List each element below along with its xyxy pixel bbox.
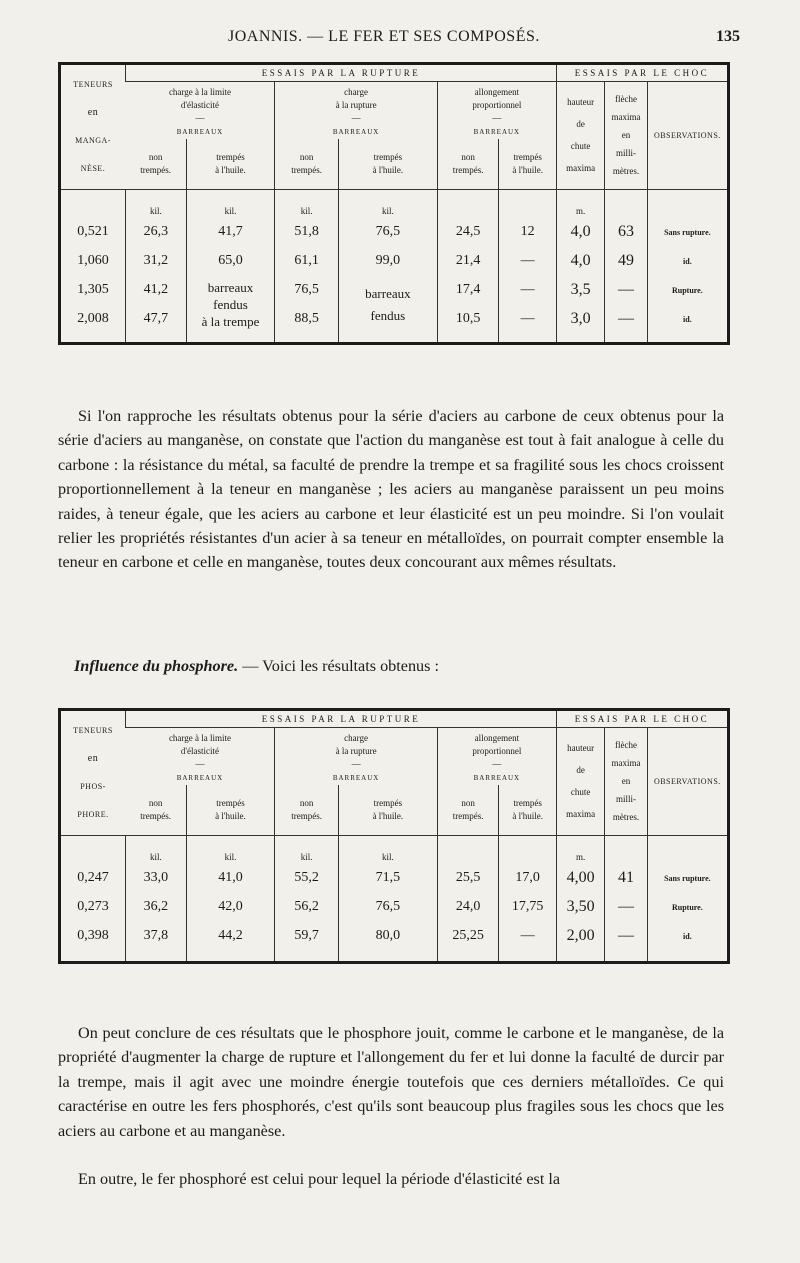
cell: 41 [605, 864, 647, 893]
cell-observation: Sans rupture. [647, 218, 727, 247]
cell: 33,0 [126, 864, 187, 893]
running-title: JOANNIS. — LE FER ET SES COMPOSÉS. [228, 28, 540, 45]
manganese-table [58, 62, 730, 345]
cell: 4,00 [556, 864, 604, 893]
cell-observation: Rupture. [647, 276, 727, 305]
sub-non-trempes: non trempés. [126, 785, 187, 835]
allongement-header: allongement proportionnel — BARREAUX [437, 728, 556, 786]
cell-observation: id. [647, 247, 727, 276]
hauteur-header: hauteur de chute maxima [556, 82, 604, 190]
cell-teneur: 2,008 [77, 311, 109, 326]
cell: 24,5 [437, 218, 499, 247]
cell: 36,2 [126, 893, 187, 922]
sub-non-trempes: non trempés. [437, 139, 499, 189]
page-number: 135 [716, 28, 740, 45]
unit-label: m. [556, 835, 604, 864]
cell: 12 [499, 218, 557, 247]
unit-label: kil. [338, 835, 437, 864]
rupture-group-header: ESSAIS PAR LA RUPTURE [126, 711, 557, 728]
page-header [60, 28, 740, 52]
cell: — [605, 276, 647, 305]
cell: 55,2 [275, 864, 339, 893]
table-row [61, 247, 727, 276]
cell: 3,0 [556, 305, 604, 334]
teneur-header: TENEURS en PHOS- PHORE. [73, 725, 113, 819]
table-row [61, 276, 727, 305]
unit-label: kil. [126, 835, 187, 864]
charge-limite-header: charge à la limite d'élasticité — BARREAUX [168, 87, 231, 136]
cell: 59,7 [275, 922, 339, 951]
cell: 24,0 [437, 893, 499, 922]
unit-label: kil. [126, 189, 187, 218]
unit-label: kil. [338, 189, 437, 218]
cell: 42,0 [186, 893, 275, 922]
cell: 10,5 [437, 305, 499, 334]
cell: — [605, 305, 647, 334]
cell: 41,0 [186, 864, 275, 893]
cell: 44,2 [186, 922, 275, 951]
sub-trempes-huile: trempés à l'huile. [338, 139, 437, 189]
phosphore-table [58, 708, 730, 964]
sub-non-trempes: non trempés. [275, 139, 339, 189]
cell: 65,0 [186, 247, 275, 276]
cell: 63 [605, 218, 647, 247]
charge-rupture-header: charge à la rupture — BARREAUX [275, 82, 437, 140]
section-heading-phosphore: Influence du phosphore. — Voici les résultats obtenus : [74, 657, 439, 675]
cell: 56,2 [275, 893, 339, 922]
cell-observation: id. [647, 922, 727, 951]
paragraph-continuation: En outre, le fer phosphoré est celui pour lequel la période d'élasticité est la [78, 1170, 561, 1188]
unit-label: kil. [186, 189, 275, 218]
cell: 25,5 [437, 864, 499, 893]
cell: — [605, 893, 647, 922]
sub-non-trempes: non trempés. [437, 785, 499, 835]
cell: 61,1 [275, 247, 339, 276]
cell: 17,4 [437, 276, 499, 305]
table-row [61, 218, 727, 247]
hauteur-header: hauteur de chute maxima [556, 728, 604, 836]
unit-label: kil. [186, 835, 275, 864]
cell: 37,8 [126, 922, 187, 951]
cell: 31,2 [126, 247, 187, 276]
observations-header: OBSERVATIONS. [647, 728, 727, 836]
sub-trempes-huile: trempés à l'huile. [499, 139, 557, 189]
cell: 17,75 [499, 893, 557, 922]
cell: 25,25 [437, 922, 499, 951]
cell: 76,5 [338, 893, 437, 922]
cell: 26,3 [126, 218, 187, 247]
sub-trempes-huile: trempés à l'huile. [186, 785, 275, 835]
table-row [61, 864, 727, 893]
unit-label: m. [556, 189, 604, 218]
cell: 4,0 [556, 247, 604, 276]
cell: 21,4 [437, 247, 499, 276]
cell: 4,0 [556, 218, 604, 247]
cell: — [499, 922, 557, 951]
cell: 76,5 [275, 276, 339, 305]
charge-rupture-header: charge à la rupture — BARREAUX [275, 728, 437, 786]
cell: — [605, 922, 647, 951]
cell-teneur: 0,273 [77, 899, 109, 914]
cell: 88,5 [275, 305, 339, 334]
merged-barreaux-fendus-trempe: barreaux fendus à la trempe [186, 276, 275, 334]
cell: 41,7 [186, 218, 275, 247]
cell: 41,2 [126, 276, 187, 305]
sub-trempes-huile: trempés à l'huile. [338, 785, 437, 835]
sub-trempes-huile: trempés à l'huile. [186, 139, 275, 189]
unit-label: kil. [275, 835, 339, 864]
rupture-group-header: ESSAIS PAR LA RUPTURE [126, 65, 557, 82]
cell: 3,5 [556, 276, 604, 305]
cell: — [499, 305, 557, 334]
unit-label: kil. [275, 189, 339, 218]
cell-teneur: 0,247 [77, 870, 109, 885]
cell-observation: Rupture. [647, 893, 727, 922]
cell-teneur: 1,305 [77, 282, 109, 297]
cell: 3,50 [556, 893, 604, 922]
cell: 49 [605, 247, 647, 276]
observations-header: OBSERVATIONS. [647, 82, 727, 190]
cell: 51,8 [275, 218, 339, 247]
cell: 99,0 [338, 247, 437, 276]
choc-group-header: ESSAIS PAR LE CHOC [556, 711, 727, 728]
fleche-header: flèche maxima en milli- mètres. [605, 82, 647, 190]
cell: 76,5 [338, 218, 437, 247]
sub-trempes-huile: trempés à l'huile. [499, 785, 557, 835]
charge-limite-header: charge à la limite d'élasticité — BARREAUX [168, 733, 231, 782]
cell: 71,5 [338, 864, 437, 893]
cell: 17,0 [499, 864, 557, 893]
choc-group-header: ESSAIS PAR LE CHOC [556, 65, 727, 82]
cell-observation: Sans rupture. [647, 864, 727, 893]
merged-barreaux-fendus: barreaux fendus [338, 276, 437, 334]
allongement-header: allongement proportionnel — BARREAUX [437, 82, 556, 140]
cell-observation: id. [647, 305, 727, 334]
table-row [61, 922, 727, 951]
paragraph-manganese: Si l'on rapproche les résultats obtenus pour la série d'aciers au carbone de ceux obtenus pour la série d'aciers au manganèse, on constate que l'action du manganèse est tout à fait analogue à celle du carbone : la résistance du métal, sa faculté de prendre la trempe et sa fragilité sous les chocs croissent proportionnellement à la teneur en manganèse ; les aciers au manganèse paraissent un peu moins raides, à teneur égale, que les aciers au carbone et leur élasticité est un peu moindre. Si l'on voulait relier les propriétés résistantes d'un acier à sa teneur en métalloïdes, on pourrait compter ensemble la teneur en carbone et celle en manganèse, toutes deux concourant aux mêmes résultats. [58, 407, 724, 572]
sub-non-trempes: non trempés. [275, 785, 339, 835]
cell-teneur: 0,521 [77, 224, 109, 239]
cell: 80,0 [338, 922, 437, 951]
fleche-header: flèche maxima en milli- mètres. [605, 728, 647, 836]
cell: 47,7 [126, 305, 187, 334]
cell: — [499, 247, 557, 276]
cell: 2,00 [556, 922, 604, 951]
cell: — [499, 276, 557, 305]
paragraph-phosphore-conclusion: On peut conclure de ces résultats que le phosphore jouit, comme le carbone et le manganèse, de la propriété d'augmenter la charge de rupture et l'allongement du fer et lui donne la faculté de durcir par la trempe, mais il agit avec une moindre énergie toutefois que ces derniers métalloïdes. Ce qui caractérise en outre les fers phosphorés, c'est qu'ils sont beaucoup plus fragiles sous les chocs que les aciers au carbone et au manganèse. [58, 1024, 724, 1140]
teneur-header: TENEURS en MANGA- NÈSE. [73, 79, 113, 173]
table-row [61, 893, 727, 922]
cell-teneur: 0,398 [77, 928, 109, 943]
cell-teneur: 1,060 [77, 253, 109, 268]
sub-non-trempes: non trempés. [126, 139, 187, 189]
